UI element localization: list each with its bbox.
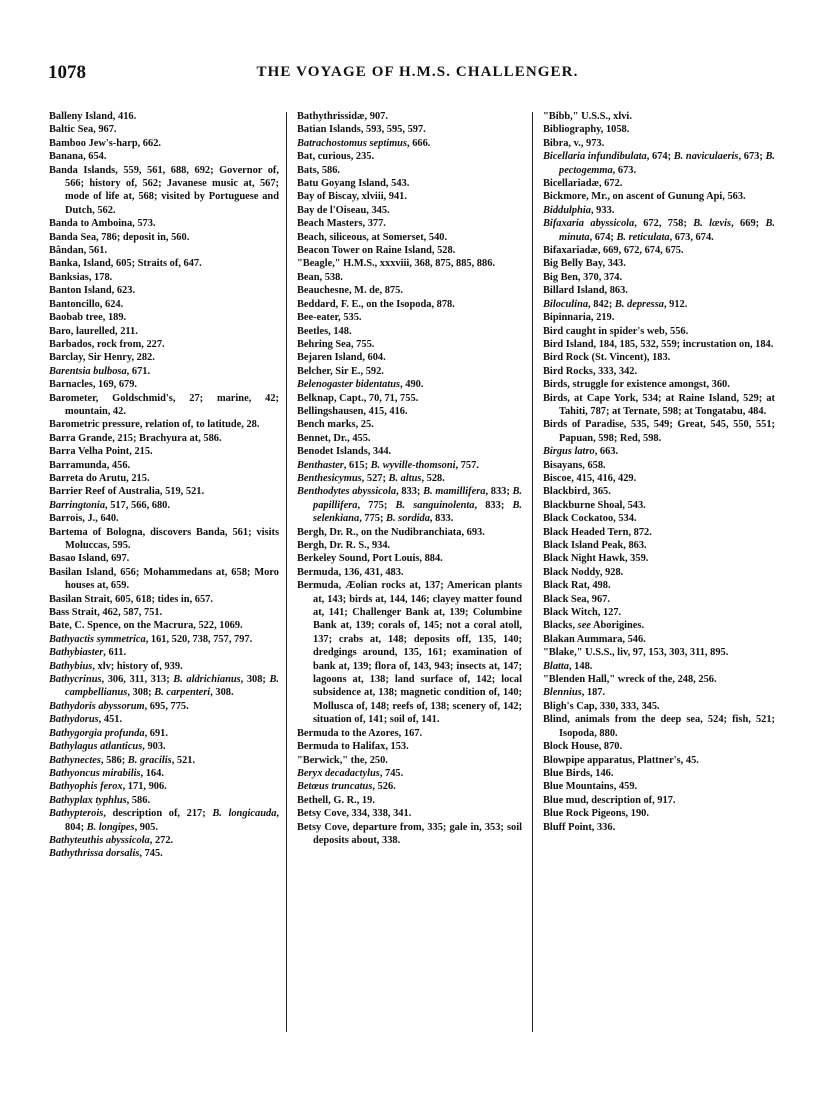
index-entry: Bermuda to Halifax, 153. bbox=[297, 741, 409, 753]
index-entry: Bermuda, Æolian rocks at, 137; American plants at, 143; birds at, 144, 146; clayey matter found at, 141; Challenger Bank at, 139; Columbine Bank at, 139; corals of, 145; not a coral atoll, 137; crabs at, 148; deposits off, 135, 140; dredgings around, 135, 161; examination of bank at, 139; flora of, 143, 943; insects at, 147; lagoons at, 138; land surface of, 142; local subsidence at, 138; magnetic condition of, 140; Mollusca of, 148; reefs of, 138; scenery of, 142; situation of, 141; soil of, 141. bbox=[297, 580, 522, 726]
index-entry: Basilan Strait, 605, 618; tides in, 657. bbox=[49, 593, 213, 605]
index-entry: Bay of Biscay, xlviii, 941. bbox=[297, 191, 407, 203]
index-entry: Birds, struggle for existence amongst, 360. bbox=[543, 379, 730, 391]
index-entry: Bathydorus, 451. bbox=[49, 714, 123, 726]
index-entry: Bermuda, 136, 431, 483. bbox=[297, 566, 404, 578]
index-entry: Bellingshausen, 415, 416. bbox=[297, 405, 408, 417]
index-entry: Barentsia bulbosa, 671. bbox=[49, 365, 151, 377]
index-column-2 bbox=[297, 110, 522, 847]
index-entry: Bisayans, 658. bbox=[543, 459, 606, 471]
index-entry: Bird caught in spider's web, 556. bbox=[543, 325, 689, 337]
index-entry: Bluff Point, 336. bbox=[543, 821, 616, 833]
index-entry: Bibra, v., 973. bbox=[543, 137, 605, 149]
index-entry: Barclay, Sir Henry, 282. bbox=[49, 352, 155, 364]
index-entry: Bifaxariadæ, 669, 672, 674, 675. bbox=[543, 245, 684, 257]
index-entry: Blue Rock Pigeons, 190. bbox=[543, 808, 649, 820]
index-entry: Bantoncillo, 624. bbox=[49, 298, 124, 310]
index-column-3 bbox=[543, 110, 775, 834]
index-entry: Bickmore, Mr., on ascent of Gunung Api, 563. bbox=[543, 191, 746, 203]
index-entry: Bethell, G. R., 19. bbox=[297, 794, 375, 806]
index-entry: Bate, C. Spence, on the Macrura, 522, 1069. bbox=[49, 620, 243, 632]
index-entry: Belknap, Capt., 70, 71, 755. bbox=[297, 392, 419, 404]
index-entry: Beauchesne, M. de, 875. bbox=[297, 285, 403, 297]
index-entry: Bass Strait, 462, 587, 751. bbox=[49, 607, 163, 619]
index-column-1 bbox=[49, 110, 279, 861]
index-entry: Bifaxaria abyssicola, 672, 758; B. lævis, 669; B. minuta, 674; B. reticulata, 673, 674. bbox=[543, 218, 776, 243]
index-entry: Banana, 654. bbox=[49, 151, 107, 163]
index-entry: Bândan, 561. bbox=[49, 245, 108, 257]
index-entry: Bay de l'Oiseau, 345. bbox=[297, 204, 390, 216]
index-entry: Bathyteuthis abyssicola, 272. bbox=[49, 834, 174, 846]
index-entry: Barbados, rock from, 227. bbox=[49, 338, 165, 350]
index-entry: "Blake," U.S.S., liv, 97, 153, 303, 311, 895. bbox=[543, 647, 729, 659]
index-entry: Balleny Island, 416. bbox=[49, 111, 137, 122]
index-entry: Black Headed Tern, 872. bbox=[543, 526, 652, 538]
index-entry: Baobab tree, 189. bbox=[49, 312, 127, 324]
index-entry: Benthesicymus, 527; B. altus, 528. bbox=[297, 472, 445, 484]
index-entry: Blue Birds, 146. bbox=[543, 767, 614, 779]
index-entry: Bennet, Dr., 455. bbox=[297, 432, 371, 444]
index-entry: Bird Island, 184, 185, 532, 559; incrustation on, 184. bbox=[543, 338, 774, 350]
index-entry: Block House, 870. bbox=[543, 741, 623, 753]
index-entry: Bergh, Dr. R. S., 934. bbox=[297, 540, 391, 551]
index-entry: Blackburne Shoal, 543. bbox=[543, 499, 646, 511]
index-entry: Barreta do Arutu, 215. bbox=[49, 472, 150, 484]
index-entry: Bligh's Cap, 330, 333, 345. bbox=[543, 700, 660, 712]
index-entry: Bathyplax typhlus, 586. bbox=[49, 794, 151, 806]
index-entry: Birds of Paradise, 535, 549; Great, 545, 550, 551; Papuan, 598; Red, 598. bbox=[543, 419, 775, 444]
index-entry: "Bibb," U.S.S., xlvi. bbox=[543, 111, 632, 122]
index-entry: Bartema of Bologna, discovers Banda, 561; visits Moluccas, 595. bbox=[49, 526, 279, 551]
index-entry: Beryx decadactylus, 745. bbox=[297, 767, 404, 779]
index-entry: Blakan Aummara, 546. bbox=[543, 633, 646, 645]
index-entry: Bergh, Dr. R., on the Nudibranchiata, 693. bbox=[297, 526, 485, 538]
index-entry: Bathylagus atlanticus, 903. bbox=[49, 741, 166, 753]
index-entry: Blind, animals from the deep sea, 524; fish, 521; Isopoda, 880. bbox=[543, 714, 775, 739]
index-entry: Bathythrissa dorsalis, 745. bbox=[49, 848, 163, 860]
index-entry: Bean, 538. bbox=[297, 271, 343, 283]
index-entry: Bicellariadæ, 672. bbox=[543, 178, 623, 190]
index-entry: Barramunda, 456. bbox=[49, 459, 131, 471]
index-entry: Barometric pressure, relation of, to latitude, 28. bbox=[49, 419, 260, 431]
index-entry: Black Night Hawk, 359. bbox=[543, 553, 649, 565]
index-entry: Bench marks, 25. bbox=[297, 419, 374, 431]
index-entry: Bibliography, 1058. bbox=[543, 124, 630, 136]
index-entry: Bathybius, xlv; history of, 939. bbox=[49, 660, 183, 672]
index-entry: Bathygorgia profunda, 691. bbox=[49, 727, 168, 739]
index-entry: Benthodytes abyssicola, 833; B. mamillifera, 833; B. papillifera, 775; B. sanguinolenta, 833; B. selenkiana, 775; B. sordida, 833. bbox=[297, 486, 523, 525]
index-entry: Betsy Cove, 334, 338, 341. bbox=[297, 808, 412, 820]
index-entry: Bathythrissidæ, 907. bbox=[297, 111, 388, 122]
index-entry: Batu Goyang Island, 543. bbox=[297, 178, 410, 190]
index-entry: Barrier Reef of Australia, 519, 521. bbox=[49, 486, 205, 498]
index-entry: Birgus latro, 663. bbox=[543, 446, 619, 458]
index-entry: Banton Island, 623. bbox=[49, 285, 136, 297]
column-divider bbox=[286, 112, 287, 1032]
index-entry: Blackbird, 365. bbox=[543, 486, 611, 498]
index-entry: Beacon Tower on Raine Island, 528. bbox=[297, 245, 456, 257]
index-entry: Bathyoncus mirabilis, 164. bbox=[49, 767, 164, 779]
index-entry: Bathynectes, 586; B. gracilis, 521. bbox=[49, 754, 196, 766]
index-entry: Bats, 586. bbox=[297, 164, 341, 176]
index-entry: Barnacles, 169, 679. bbox=[49, 379, 138, 391]
index-entry: Barra Velha Point, 215. bbox=[49, 446, 153, 458]
index-entry: Bathybiaster, 611. bbox=[49, 647, 127, 659]
index-entry: Banka, Island, 605; Straits of, 647. bbox=[49, 258, 202, 270]
index-entry: Beach Masters, 377. bbox=[297, 218, 386, 230]
index-entry: Beetles, 148. bbox=[297, 325, 352, 337]
index-entry: Belcher, Sir E., 592. bbox=[297, 365, 384, 377]
index-entry: Big Ben, 370, 374. bbox=[543, 271, 623, 283]
index-entry: Banda Islands, 559, 561, 688, 692; Governor of, 566; history of, 562; Javanese music at, 567; mode of life at, 568; visited by Portuguese and Dutch, 562. bbox=[49, 164, 279, 216]
index-entry: "Berwick," the, 250. bbox=[297, 754, 388, 766]
index-entry: Biscoe, 415, 416, 429. bbox=[543, 472, 637, 484]
index-entry: Bicellaria infundibulata, 674; B. naviculaeris, 673; B. pectogemma, 673. bbox=[543, 151, 775, 176]
index-entry: Beach, siliceous, at Somerset, 540. bbox=[297, 231, 448, 243]
index-entry: Basao Island, 697. bbox=[49, 553, 130, 565]
index-entry: Biloculina, 842; B. depressa, 912. bbox=[543, 298, 688, 310]
index-entry: Benthaster, 615; B. wyville-thomsoni, 757. bbox=[297, 459, 479, 471]
index-entry: Bathypterois, description of, 217; B. longicauda, 804; B. longipes, 905. bbox=[49, 808, 280, 833]
index-entry: Betsy Cove, departure from, 335; gale in, 353; soil deposits about, 338. bbox=[297, 821, 522, 846]
index-entry: Barrois, J., 640. bbox=[49, 513, 119, 525]
index-entry: Bird Rock (St. Vincent), 183. bbox=[543, 352, 671, 364]
index-entry: Beddard, F. E., on the Isopoda, 878. bbox=[297, 298, 455, 310]
index-entry: Bathycrinus, 306, 311, 313; B. aldrichianus, 308; B. campbellianus, 308; B. carpenteri, 308. bbox=[49, 674, 279, 699]
index-entry: Behring Sea, 755. bbox=[297, 338, 375, 350]
index-entry: Barometer, Goldschmid's, 27; marine, 42; mountain, 42. bbox=[49, 392, 279, 417]
index-entry: Blacks, see Aborigines. bbox=[543, 620, 645, 632]
index-entry: Barra Grande, 215; Brachyura at, 586. bbox=[49, 432, 222, 444]
index-entry: Baltic Sea, 967. bbox=[49, 124, 117, 136]
index-entry: Bathydoris abyssorum, 695, 775. bbox=[49, 700, 189, 712]
index-entry: Bejaren Island, 604. bbox=[297, 352, 386, 364]
index-entry: "Blenden Hall," wreck of the, 248, 256. bbox=[543, 674, 717, 686]
column-divider bbox=[532, 112, 533, 1032]
index-entry: Blatta, 148. bbox=[543, 660, 593, 672]
index-entry: "Beagle," H.M.S., xxxviii, 368, 875, 885, 886. bbox=[297, 258, 495, 270]
index-entry: Berkeley Sound, Port Louis, 884. bbox=[297, 553, 443, 565]
index-entry: Bamboo Jew's-harp, 662. bbox=[49, 137, 161, 149]
index-entry: Bipinnaria, 219. bbox=[543, 312, 615, 324]
index-entry: Bathyactis symmetrica, 161, 520, 738, 757, 797. bbox=[49, 633, 253, 645]
index-entry: Benodet Islands, 344. bbox=[297, 446, 392, 458]
index-entry: Bat, curious, 235. bbox=[297, 151, 375, 163]
running-title: THE VOYAGE OF H.M.S. CHALLENGER. bbox=[256, 64, 579, 80]
index-entry: Black Rat, 498. bbox=[543, 580, 611, 592]
index-entry: Baro, laurelled, 211. bbox=[49, 325, 138, 337]
index-entry: Banksias, 178. bbox=[49, 271, 113, 283]
index-entry: Black Island Peak, 863. bbox=[543, 540, 647, 551]
index-entry: Bee-eater, 535. bbox=[297, 312, 362, 324]
index-entry: Big Belly Bay, 343. bbox=[543, 258, 626, 270]
index-entry: Birds, at Cape York, 534; at Raine Island, 529; at Tahiti, 787; at Ternate, 598; at Tongatabu, 484. bbox=[543, 392, 775, 417]
index-entry: Black Noddy, 928. bbox=[543, 566, 624, 578]
index-entry: Belenogaster bidentatus, 490. bbox=[297, 379, 424, 391]
index-entry: Black Sea, 967. bbox=[543, 593, 610, 605]
page-header bbox=[40, 62, 795, 88]
index-entry: Barringtonia, 517, 566, 680. bbox=[49, 499, 170, 511]
index-entry: Bird Rocks, 333, 342. bbox=[543, 365, 638, 377]
index-entry: Blennius, 187. bbox=[543, 687, 606, 699]
index-entry: Blue Mountains, 459. bbox=[543, 781, 638, 793]
index-entry: Basilan Island, 656; Mohammedans at, 658; Moro houses at, 659. bbox=[49, 566, 279, 592]
index-entry: Bathyophis ferox, 171, 906. bbox=[49, 781, 167, 793]
index-entry: Black Cockatoo, 534. bbox=[543, 513, 637, 525]
index-entry: Batrachostomus septimus, 666. bbox=[297, 137, 431, 149]
page-number: 1078 bbox=[48, 62, 86, 83]
index-entry: Betœus truncatus, 526. bbox=[297, 781, 396, 793]
index-entry: Biddulphia, 933. bbox=[543, 204, 615, 216]
index-entry: Blue mud, description of, 917. bbox=[543, 794, 676, 806]
index-entry: Banda Sea, 786; deposit in, 560. bbox=[49, 231, 190, 243]
index-entry: Batian Islands, 593, 595, 597. bbox=[297, 124, 426, 136]
index-entry: Blowpipe apparatus, Plattner's, 45. bbox=[543, 754, 699, 766]
index-entry: Bermuda to the Azores, 167. bbox=[297, 727, 423, 739]
index-entry: Black Witch, 127. bbox=[543, 607, 622, 619]
index-entry: Banda to Amboina, 573. bbox=[49, 218, 156, 230]
index-entry: Billard Island, 863. bbox=[543, 285, 628, 297]
